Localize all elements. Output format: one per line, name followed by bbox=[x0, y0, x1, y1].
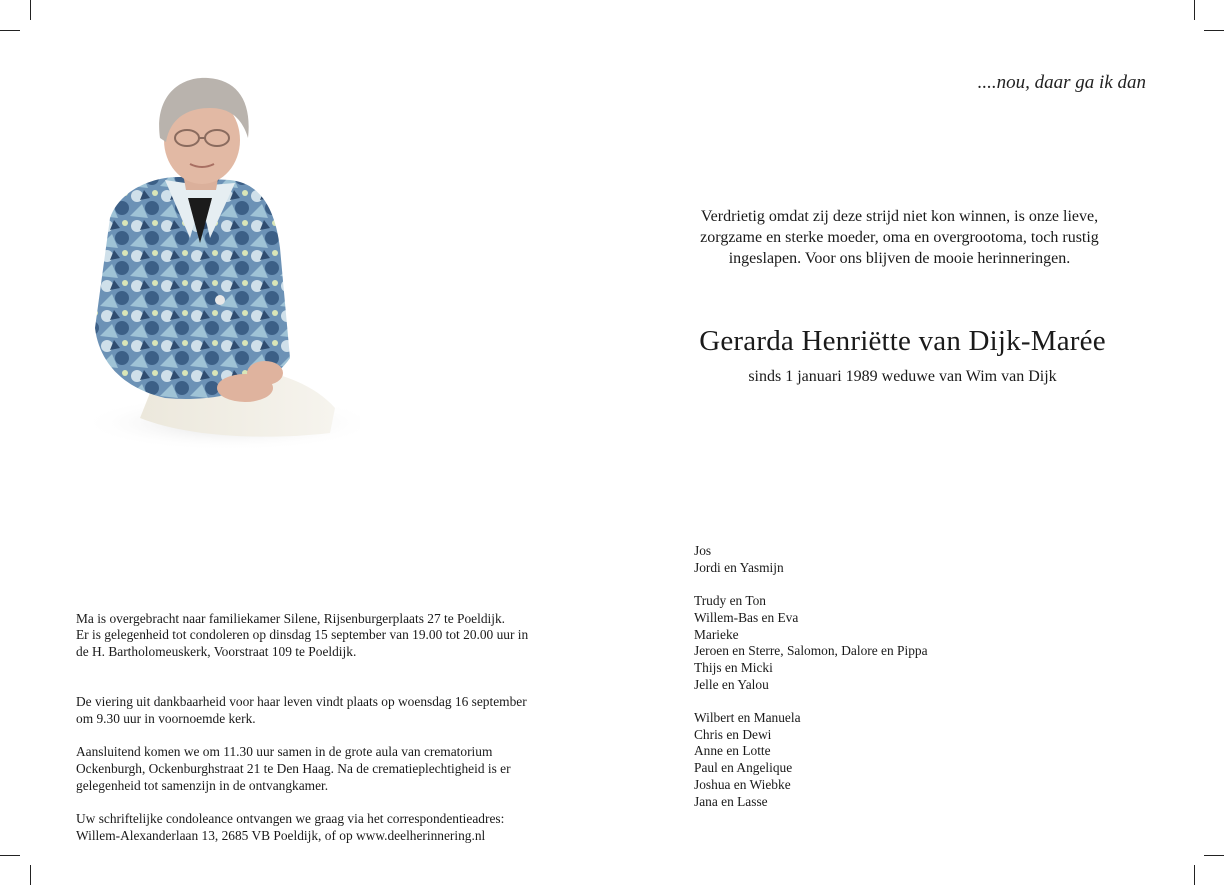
crop-mark bbox=[30, 0, 31, 20]
family-member: Jeroen en Sterre, Salomon, Dalore en Pippa bbox=[694, 643, 928, 659]
intro-line: Verdrietig omdat zij deze strijd niet kon winnen, is onze lieve, bbox=[700, 208, 1099, 225]
family-member: Wilbert en Manuela bbox=[694, 710, 801, 725]
family-group bbox=[694, 710, 1014, 810]
tagline: ....nou, daar ga ik dan bbox=[977, 72, 1146, 93]
notice-line: Aansluitend komen we om 11.30 uur samen in de grote aula van crematorium bbox=[76, 744, 493, 760]
intro-line: zorgzame en sterke moeder, oma en overgrootoma, toch rustig bbox=[700, 229, 1099, 246]
crop-mark bbox=[0, 855, 20, 856]
widow-line: sinds 1 januari 1989 weduwe van Wim van Dijk bbox=[748, 368, 1057, 385]
family-member: Paul en Angelique bbox=[694, 760, 793, 776]
family-member: Willem-Bas en Eva bbox=[694, 609, 799, 625]
family-member: Marieke bbox=[694, 626, 739, 642]
family-list bbox=[694, 543, 1014, 827]
notice-line: Er is gelegenheid tot condoleren op dinsdag 15 september van 19.00 tot 20.00 uur in bbox=[76, 627, 529, 643]
family-member: Joshua en Wiebke bbox=[694, 776, 791, 792]
crop-mark bbox=[1204, 855, 1224, 856]
family-member: Jana en Lasse bbox=[694, 793, 768, 809]
family-member: Jelle en Yalou bbox=[694, 676, 769, 692]
notice-line: gelegenheid tot samenzijn in de ontvangkamer. bbox=[76, 777, 329, 793]
notice-line: om 9.30 uur in voornoemde kerk. bbox=[76, 710, 256, 726]
notice-line: Uw schriftelijke condoleance ontvangen we graag via het correspondentieadres: bbox=[76, 811, 505, 827]
family-group bbox=[694, 543, 1014, 576]
crop-mark bbox=[1194, 865, 1195, 885]
crop-mark bbox=[30, 865, 31, 885]
notice-line: de H. Bartholomeuskerk, Voorstraat 109 te Poeldijk. bbox=[76, 644, 357, 660]
family-member: Jordi en Yasmijn bbox=[694, 559, 784, 575]
deceased-name: Gerarda Henriëtte van Dijk-Marée bbox=[699, 325, 1106, 357]
portrait-photo bbox=[70, 68, 360, 450]
family-member: Thijs en Micki bbox=[694, 659, 773, 675]
intro-text bbox=[672, 206, 1127, 269]
family-group bbox=[694, 593, 1014, 693]
funeral-notice bbox=[76, 594, 576, 844]
notice-line: Ockenburgh, Ockenburghstraat 21 te Den Haag. Na de crematieplechtigheid is er bbox=[76, 760, 511, 776]
crop-mark bbox=[1204, 30, 1224, 31]
crop-mark bbox=[0, 30, 20, 31]
notice-line: De viering uit dankbaarheid voor haar leven vindt plaats op woensdag 16 september bbox=[76, 694, 527, 710]
intro-line: ingeslapen. Voor ons blijven de mooie herinneringen. bbox=[728, 250, 1071, 267]
family-member: Trudy en Ton bbox=[694, 593, 766, 609]
crop-mark bbox=[1194, 0, 1195, 20]
notice-line: Willem-Alexanderlaan 13, 2685 VB Poeldijk, of op www.deelherinnering.nl bbox=[76, 827, 486, 843]
family-member: Anne en Lotte bbox=[694, 743, 771, 759]
family-member: Chris en Dewi bbox=[694, 726, 772, 742]
notice-line: Ma is overgebracht naar familiekamer Silene, Rijsenburgerplaats 27 te Poeldijk. bbox=[76, 610, 505, 626]
family-member: Jos bbox=[694, 543, 712, 558]
